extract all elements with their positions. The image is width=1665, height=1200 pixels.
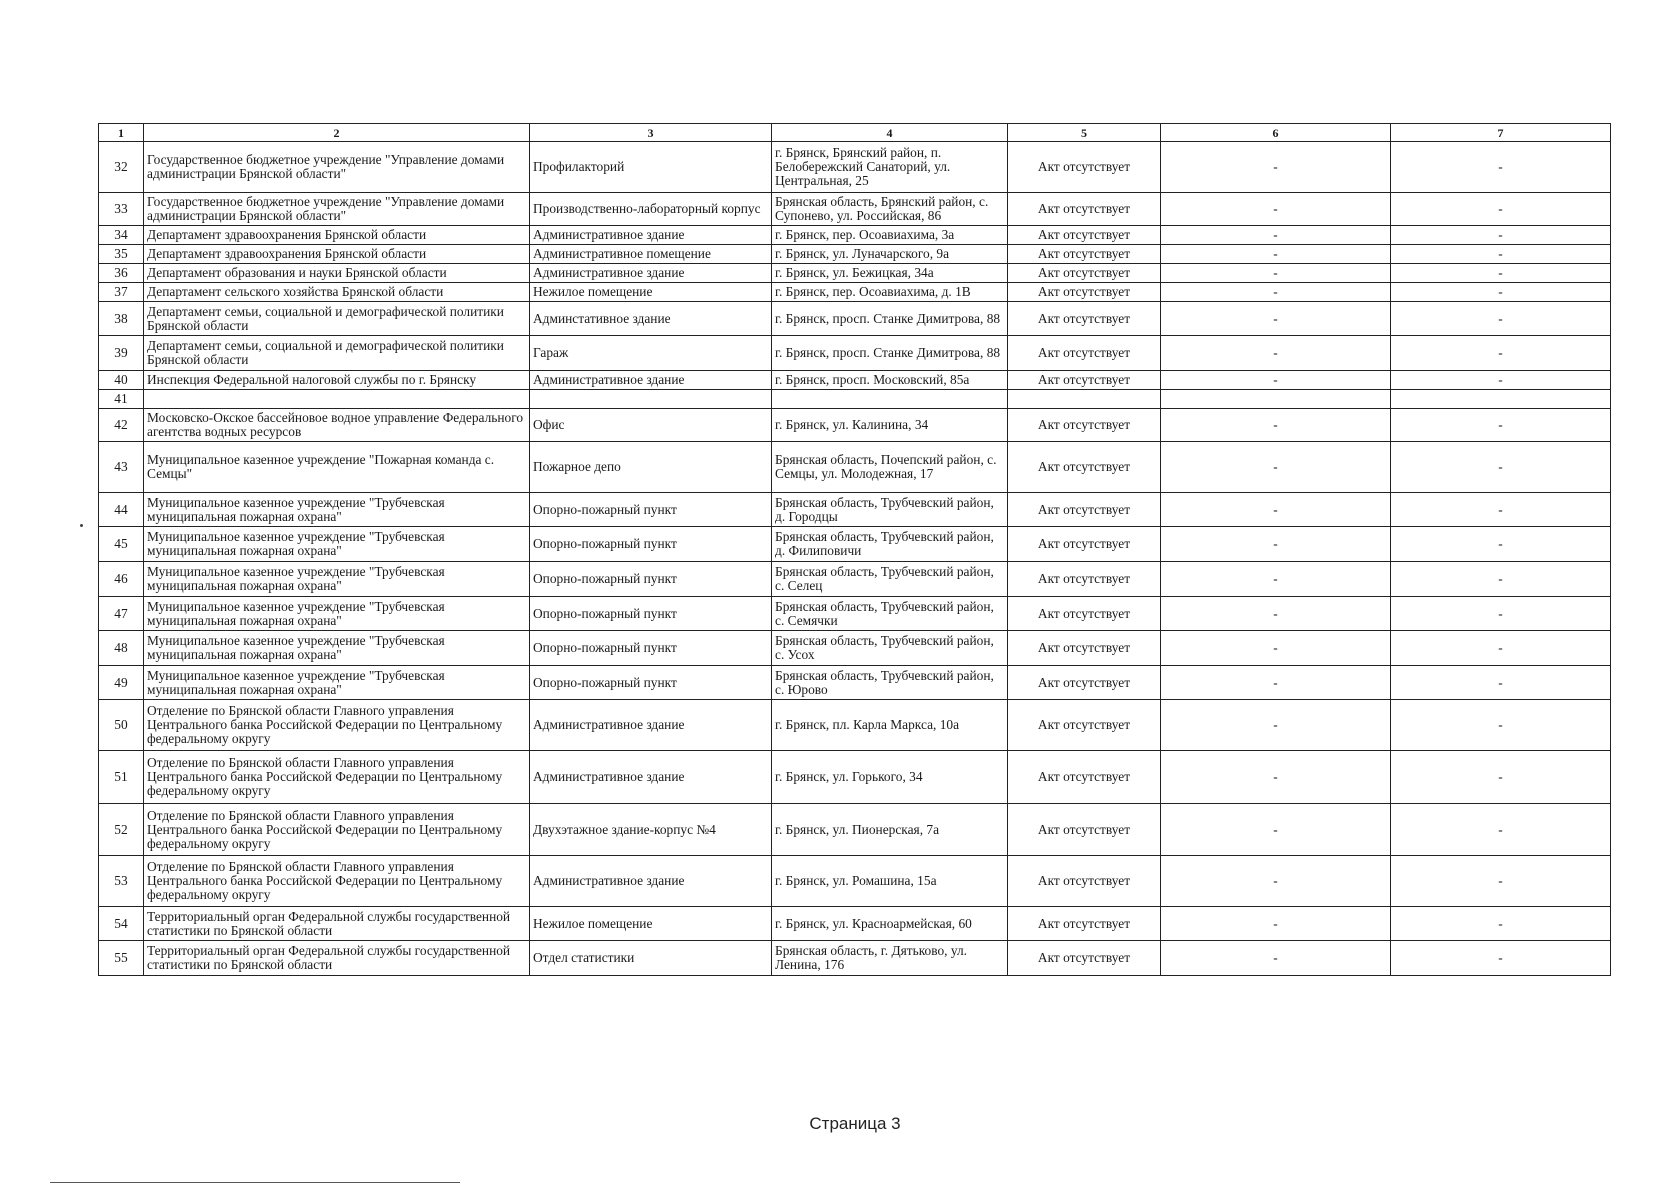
object-type: Двухэтажное здание-корпус №4	[530, 804, 772, 856]
row-number: 48	[99, 631, 144, 666]
organization-name: Отделение по Брянской области Главного управления Центрального банка Российской Федерации по Центральному федеральному округу	[144, 751, 530, 804]
organization-name: Департамент здравоохранения Брянской области	[144, 245, 530, 264]
act-status: Акт отсутствует	[1008, 245, 1161, 264]
object-address: г. Брянск, ул. Луначарского, 9а	[772, 245, 1008, 264]
act-status	[1008, 390, 1161, 409]
organization-name: Муниципальное казенное учреждение "Трубчевская муниципальная пожарная охрана"	[144, 562, 530, 597]
column-7-value: -	[1391, 142, 1611, 193]
column-6-value: -	[1161, 562, 1391, 597]
object-type	[530, 390, 772, 409]
organization-name: Муниципальное казенное учреждение "Трубчевская муниципальная пожарная охрана"	[144, 666, 530, 700]
table-row	[99, 562, 1611, 597]
act-status: Акт отсутствует	[1008, 336, 1161, 371]
column-6-value: -	[1161, 597, 1391, 631]
table-row	[99, 751, 1611, 804]
row-number: 46	[99, 562, 144, 597]
act-status: Акт отсутствует	[1008, 527, 1161, 562]
table-row	[99, 597, 1611, 631]
object-address: Брянская область, Почепский район, с. Семцы, ул. Молодежная, 17	[772, 442, 1008, 493]
act-status: Акт отсутствует	[1008, 856, 1161, 907]
organization-name: Департамент семьи, социальной и демографической политики Брянской области	[144, 302, 530, 336]
act-status: Акт отсутствует	[1008, 226, 1161, 245]
row-number: 34	[99, 226, 144, 245]
column-7-value: -	[1391, 193, 1611, 226]
table-body	[99, 142, 1611, 976]
table-row	[99, 856, 1611, 907]
object-address: Брянская область, Трубчевский район, с. Усох	[772, 631, 1008, 666]
object-type: Опорно-пожарный пункт	[530, 493, 772, 527]
object-type: Пожарное депо	[530, 442, 772, 493]
column-7-value: -	[1391, 264, 1611, 283]
organization-name: Муниципальное казенное учреждение "Трубчевская муниципальная пожарная охрана"	[144, 493, 530, 527]
object-address: г. Брянск, пер. Осоавиахима, д. 1В	[772, 283, 1008, 302]
object-type: Административное здание	[530, 371, 772, 390]
object-type: Административное здание	[530, 700, 772, 751]
object-address: г. Брянск, просп. Станке Димитрова, 88	[772, 302, 1008, 336]
table-header-row	[99, 124, 1611, 142]
table-row	[99, 283, 1611, 302]
column-7-value: -	[1391, 226, 1611, 245]
object-type: Опорно-пожарный пункт	[530, 631, 772, 666]
column-6-value: -	[1161, 336, 1391, 371]
organization-name: Департамент сельского хозяйства Брянской области	[144, 283, 530, 302]
object-address: Брянская область, Трубчевский район, с. Семячки	[772, 597, 1008, 631]
object-address: Брянская область, Трубчевский район, д. Городцы	[772, 493, 1008, 527]
row-number: 42	[99, 409, 144, 442]
table-row	[99, 336, 1611, 371]
register-table	[98, 123, 1611, 976]
object-type: Опорно-пожарный пункт	[530, 562, 772, 597]
act-status: Акт отсутствует	[1008, 302, 1161, 336]
organization-name	[144, 390, 530, 409]
object-address: Брянская область, Трубчевский район, с. Селец	[772, 562, 1008, 597]
object-address: г. Брянск, ул. Пионерская, 7а	[772, 804, 1008, 856]
act-status: Акт отсутствует	[1008, 493, 1161, 527]
column-6-value: -	[1161, 700, 1391, 751]
object-address: г. Брянск, ул. Горького, 34	[772, 751, 1008, 804]
column-6-value: -	[1161, 226, 1391, 245]
column-6-value: -	[1161, 907, 1391, 941]
column-7-value: -	[1391, 631, 1611, 666]
act-status: Акт отсутствует	[1008, 371, 1161, 390]
column-7-value: -	[1391, 562, 1611, 597]
column-6-value: -	[1161, 371, 1391, 390]
organization-name: Московско-Окское бассейновое водное управление Федерального агентства водных ресурсов	[144, 409, 530, 442]
act-status: Акт отсутствует	[1008, 597, 1161, 631]
column-7-value: -	[1391, 751, 1611, 804]
table-row	[99, 941, 1611, 976]
object-type: Офис	[530, 409, 772, 442]
row-number: 54	[99, 907, 144, 941]
organization-name: Муниципальное казенное учреждение "Трубчевская муниципальная пожарная охрана"	[144, 527, 530, 562]
row-number: 41	[99, 390, 144, 409]
object-type: Административное помещение	[530, 245, 772, 264]
organization-name: Муниципальное казенное учреждение "Трубчевская муниципальная пожарная охрана"	[144, 597, 530, 631]
row-number: 33	[99, 193, 144, 226]
table-row	[99, 804, 1611, 856]
column-6-value: -	[1161, 245, 1391, 264]
organization-name: Территориальный орган Федеральной службы государственной статистики по Брянской области	[144, 941, 530, 976]
column-7-value: -	[1391, 527, 1611, 562]
row-number: 36	[99, 264, 144, 283]
column-7-value: -	[1391, 856, 1611, 907]
act-status: Акт отсутствует	[1008, 409, 1161, 442]
column-7-value: -	[1391, 409, 1611, 442]
object-address: Брянская область, г. Дятьково, ул. Ленина, 176	[772, 941, 1008, 976]
row-number: 37	[99, 283, 144, 302]
object-address: г. Брянск, Брянский район, п. Белобережский Санаторий, ул. Центральная, 25	[772, 142, 1008, 193]
object-type: Опорно-пожарный пункт	[530, 666, 772, 700]
column-6-value: -	[1161, 493, 1391, 527]
column-6-value: -	[1161, 666, 1391, 700]
object-type: Опорно-пожарный пункт	[530, 597, 772, 631]
table-row	[99, 245, 1611, 264]
row-number: 40	[99, 371, 144, 390]
object-address: г. Брянск, просп. Станке Димитрова, 88	[772, 336, 1008, 371]
act-status: Акт отсутствует	[1008, 283, 1161, 302]
table-row	[99, 631, 1611, 666]
organization-name: Муниципальное казенное учреждение "Пожарная команда с. Семцы"	[144, 442, 530, 493]
object-address: г. Брянск, ул. Калинина, 34	[772, 409, 1008, 442]
row-number: 38	[99, 302, 144, 336]
row-number: 53	[99, 856, 144, 907]
column-6-value: -	[1161, 856, 1391, 907]
object-type: Профилакторий	[530, 142, 772, 193]
table-row	[99, 371, 1611, 390]
object-address	[772, 390, 1008, 409]
table-row	[99, 142, 1611, 193]
column-7-value: -	[1391, 666, 1611, 700]
row-number: 44	[99, 493, 144, 527]
organization-name: Государственное бюджетное учреждение "Управление домами администрации Брянской области"	[144, 193, 530, 226]
column-header: 5	[1008, 124, 1161, 142]
column-7-value: -	[1391, 700, 1611, 751]
column-6-value	[1161, 390, 1391, 409]
table-row	[99, 666, 1611, 700]
column-header: 4	[772, 124, 1008, 142]
row-number: 43	[99, 442, 144, 493]
column-6-value: -	[1161, 283, 1391, 302]
act-status: Акт отсутствует	[1008, 442, 1161, 493]
object-type: Опорно-пожарный пункт	[530, 527, 772, 562]
column-6-value: -	[1161, 409, 1391, 442]
column-6-value: -	[1161, 941, 1391, 976]
act-status: Акт отсутствует	[1008, 264, 1161, 283]
object-address: Брянская область, Брянский район, с. Супонево, ул. Российская, 86	[772, 193, 1008, 226]
organization-name: Муниципальное казенное учреждение "Трубчевская муниципальная пожарная охрана"	[144, 631, 530, 666]
row-number: 52	[99, 804, 144, 856]
column-6-value: -	[1161, 302, 1391, 336]
table-row	[99, 264, 1611, 283]
table-row	[99, 302, 1611, 336]
row-number: 45	[99, 527, 144, 562]
object-address: г. Брянск, ул. Красноармейская, 60	[772, 907, 1008, 941]
organization-name: Инспекция Федеральной налоговой службы по г. Брянску	[144, 371, 530, 390]
row-number: 32	[99, 142, 144, 193]
column-7-value	[1391, 390, 1611, 409]
column-header: 7	[1391, 124, 1611, 142]
column-6-value: -	[1161, 442, 1391, 493]
organization-name: Отделение по Брянской области Главного управления Центрального банка Российской Федерации по Центральному федеральному округу	[144, 700, 530, 751]
table-row	[99, 527, 1611, 562]
column-7-value: -	[1391, 493, 1611, 527]
column-6-value: -	[1161, 751, 1391, 804]
footer-rule	[50, 1182, 460, 1183]
row-number: 49	[99, 666, 144, 700]
act-status: Акт отсутствует	[1008, 562, 1161, 597]
act-status: Акт отсутствует	[1008, 941, 1161, 976]
row-number: 39	[99, 336, 144, 371]
act-status: Акт отсутствует	[1008, 631, 1161, 666]
scan-speck	[80, 524, 83, 527]
column-header: 6	[1161, 124, 1391, 142]
table-row	[99, 442, 1611, 493]
column-7-value: -	[1391, 907, 1611, 941]
column-header: 1	[99, 124, 144, 142]
column-7-value: -	[1391, 245, 1611, 264]
act-status: Акт отсутствует	[1008, 751, 1161, 804]
act-status: Акт отсутствует	[1008, 142, 1161, 193]
table-row	[99, 907, 1611, 941]
object-type: Отдел статистики	[530, 941, 772, 976]
row-number: 50	[99, 700, 144, 751]
table-row	[99, 409, 1611, 442]
row-number: 35	[99, 245, 144, 264]
column-7-value: -	[1391, 336, 1611, 371]
column-7-value: -	[1391, 804, 1611, 856]
act-status: Акт отсутствует	[1008, 907, 1161, 941]
column-7-value: -	[1391, 302, 1611, 336]
column-6-value: -	[1161, 264, 1391, 283]
column-6-value: -	[1161, 631, 1391, 666]
act-status: Акт отсутствует	[1008, 804, 1161, 856]
object-type: Нежилое помещение	[530, 907, 772, 941]
object-type: Админстативное здание	[530, 302, 772, 336]
row-number: 47	[99, 597, 144, 631]
object-type: Производственно-лабораторный корпус	[530, 193, 772, 226]
column-7-value: -	[1391, 597, 1611, 631]
object-address: г. Брянск, пер. Осоавиахима, 3а	[772, 226, 1008, 245]
act-status: Акт отсутствует	[1008, 193, 1161, 226]
column-6-value: -	[1161, 193, 1391, 226]
page-number: Страница 3	[809, 1114, 901, 1133]
table-row	[99, 700, 1611, 751]
column-6-value: -	[1161, 804, 1391, 856]
object-address: Брянская область, Трубчевский район, д. Филиповичи	[772, 527, 1008, 562]
object-address: Брянская область, Трубчевский район, с. Юрово	[772, 666, 1008, 700]
table-row	[99, 390, 1611, 409]
table-row	[99, 226, 1611, 245]
table-row	[99, 493, 1611, 527]
object-type: Административное здание	[530, 751, 772, 804]
object-address: г. Брянск, ул. Бежицкая, 34а	[772, 264, 1008, 283]
act-status: Акт отсутствует	[1008, 700, 1161, 751]
object-address: г. Брянск, ул. Ромашина, 15а	[772, 856, 1008, 907]
column-header: 2	[144, 124, 530, 142]
column-6-value: -	[1161, 142, 1391, 193]
object-address: г. Брянск, пл. Карла Маркса, 10а	[772, 700, 1008, 751]
column-header: 3	[530, 124, 772, 142]
row-number: 55	[99, 941, 144, 976]
organization-name: Департамент семьи, социальной и демографической политики Брянской области	[144, 336, 530, 371]
column-7-value: -	[1391, 941, 1611, 976]
act-status: Акт отсутствует	[1008, 666, 1161, 700]
organization-name: Департамент здравоохранения Брянской области	[144, 226, 530, 245]
organization-name: Государственное бюджетное учреждение "Управление домами администрации Брянской области"	[144, 142, 530, 193]
table-row	[99, 193, 1611, 226]
column-7-value: -	[1391, 371, 1611, 390]
object-type: Административное здание	[530, 856, 772, 907]
column-6-value: -	[1161, 527, 1391, 562]
column-7-value: -	[1391, 283, 1611, 302]
organization-name: Территориальный орган Федеральной службы государственной статистики по Брянской области	[144, 907, 530, 941]
organization-name: Отделение по Брянской области Главного управления Центрального банка Российской Федерации по Центральному федеральному округу	[144, 856, 530, 907]
row-number: 51	[99, 751, 144, 804]
object-type: Нежилое помещение	[530, 283, 772, 302]
object-type: Административное здание	[530, 226, 772, 245]
organization-name: Отделение по Брянской области Главного управления Центрального банка Российской Федерации по Центральному федеральному округу	[144, 804, 530, 856]
column-7-value: -	[1391, 442, 1611, 493]
object-type: Гараж	[530, 336, 772, 371]
organization-name: Департамент образования и науки Брянской области	[144, 264, 530, 283]
object-type: Административное здание	[530, 264, 772, 283]
object-address: г. Брянск, просп. Московский, 85а	[772, 371, 1008, 390]
